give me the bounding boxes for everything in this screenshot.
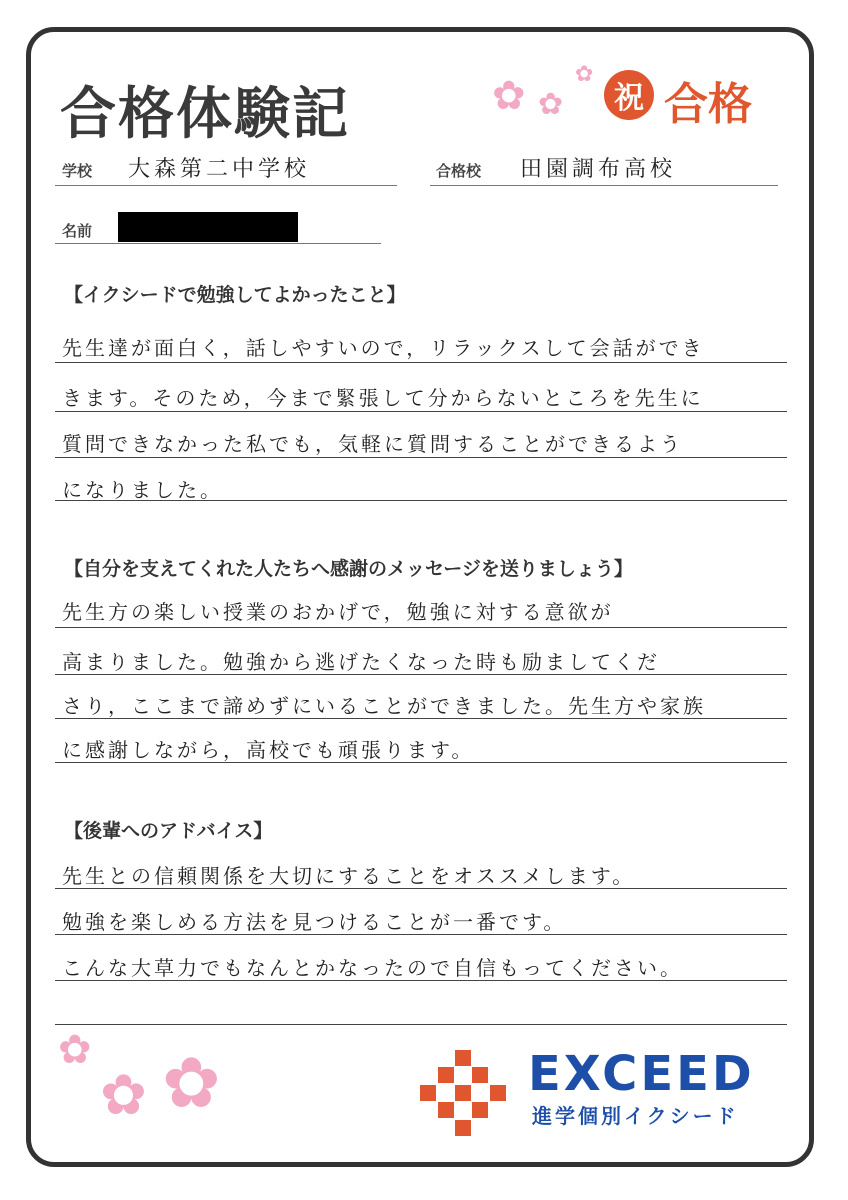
writing-rule [55,627,787,628]
passed-school-value: 田園調布高校 [520,157,677,182]
writing-rule [55,762,787,763]
section-heading: 【後輩へのアドバイス】 [64,820,273,842]
brand-name: EXCEED [528,1046,755,1102]
handwritten-line: さり，ここまで諦めずにいることができました。先生方や家族 [62,694,706,718]
handwritten-line: 先生達が面白く，話しやすいので，リラックスして会話ができ [62,336,705,360]
handwritten-line: になりました。 [62,478,223,502]
exceed-logo-icon [420,1050,506,1136]
handwritten-line: 高まりました。勉強から逃げたくなった時も励ましてくだ [62,650,660,674]
cherry-blossom-icon: ✿ [100,1063,147,1128]
brand-tagline: 進学個別イクシード [532,1104,739,1128]
handwritten-line: 先生方の楽しい授業のおかげで，勉強に対する意欲が [62,600,614,624]
school-value: 大森第二中学校 [128,157,311,182]
celebration-badge: 祝 [604,70,654,120]
handwritten-line: こんな大草力でもなんとかなったので自信もってください。 [62,956,683,980]
cherry-blossom-icon: ✿ [58,1027,92,1073]
writing-rule [55,674,787,675]
writing-rule [55,362,787,363]
pass-heading: 合格 [664,79,752,130]
handwritten-line: きます。そのため，今まで緊張して分からないところを先生に [62,386,704,410]
writing-rule [55,980,787,981]
page-title: 合格体験記 [60,82,350,147]
writing-rule [55,934,787,935]
handwritten-line: に感謝しながら，高校でも頑張ります。 [62,738,475,762]
school-underline [55,185,397,186]
name-underline [55,243,381,244]
cherry-blossom-icon: ✿ [162,1042,221,1124]
handwritten-line: 質問できなかった私でも，気軽に質問することができるよう [62,432,683,456]
school-label: 学校 [62,162,93,180]
redacted-name [118,212,298,242]
passed-school-underline [430,185,778,186]
cherry-blossom-icon: ✿ [492,73,526,119]
name-label: 名前 [62,222,93,240]
writing-rule [55,888,787,889]
cherry-blossom-icon: ✿ [575,62,594,87]
writing-rule [55,411,787,412]
section-heading: 【イクシードで勉強してよかったこと】 [64,284,406,306]
cherry-blossom-icon: ✿ [538,87,564,122]
handwritten-line: 先生との信頼関係を大切にすることをオススメします。 [62,864,636,888]
writing-rule [55,1024,787,1025]
section-heading: 【自分を支えてくれた人たちへ感謝のメッセージを送りましょう】 [64,558,633,580]
writing-rule [55,718,787,719]
writing-rule [55,500,787,501]
handwritten-line: 勉強を楽しめる方法を見つけることが一番です。 [62,910,567,934]
writing-rule [55,457,787,458]
passed-school-label: 合格校 [436,162,482,180]
